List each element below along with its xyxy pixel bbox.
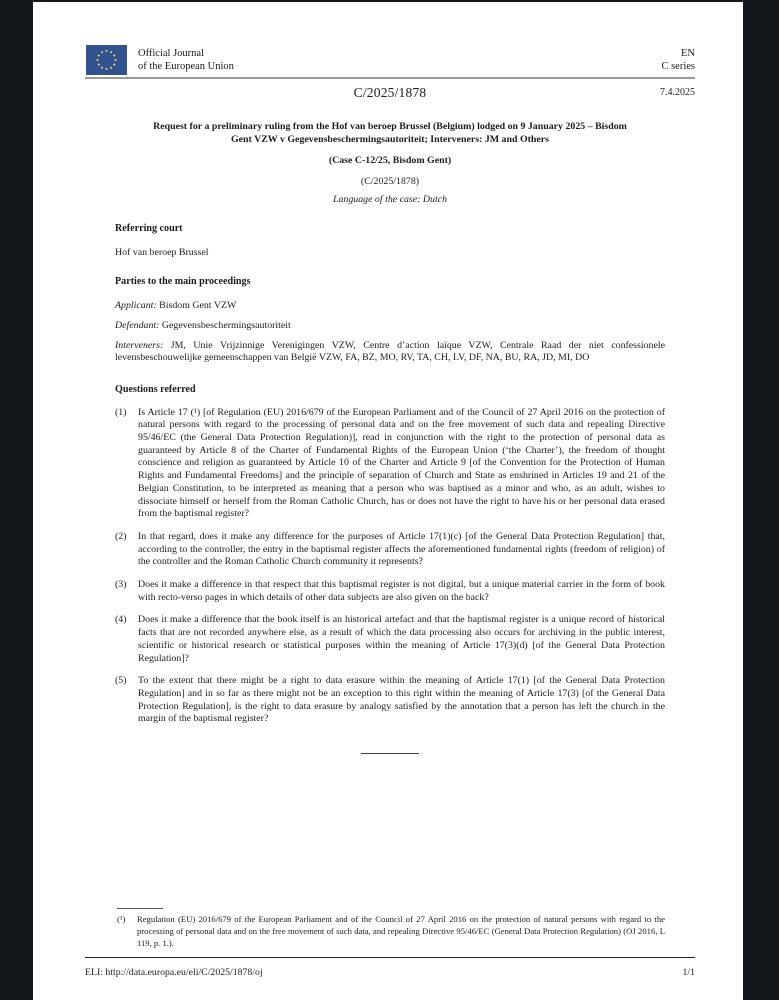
question-text: To the extent that there might be a right to data erasure within the meaning of Article 17(1) [of the General Data Protection Regulation] and in so far as there might not be an exception to this right within the meaning of Article 17(3) [of the General Data Protection Regulation], is the right to data erasure by analogy satisfied by the annotation that a person has left the church in the margin of the baptismal register? — [138, 675, 665, 725]
footnote-text: Regulation (EU) 2016/679 of the European Parliament and of the Council of 27 April 2016 on the protection of natural persons with regard to the processing of personal data and on the free movement of such data, and repealing Directive 95/46/EC (General Data Protection Regulation) (OJ 2016, L 119, p. 1.). — [137, 914, 665, 948]
masthead — [85, 45, 695, 75]
question-number: (5) — [115, 675, 127, 687]
header-divider — [85, 77, 695, 79]
question-item-3 — [115, 579, 665, 604]
edition-info — [661, 45, 695, 73]
question-number: (2) — [115, 530, 127, 542]
celex-reference: (C/2025/1878) — [360, 176, 420, 187]
footer-row — [85, 967, 695, 978]
page-number: 1/1 — [682, 967, 695, 978]
question-item-2 — [115, 531, 665, 569]
footnotes-section — [117, 908, 665, 949]
applicant-label: Applicant: — [115, 300, 157, 312]
question-number: (1) — [115, 406, 127, 418]
document-number: C/2025/1878 — [353, 85, 427, 100]
document-page — [33, 2, 743, 1000]
questions-heading: Questions referred — [115, 383, 196, 395]
defendant-line — [115, 320, 665, 333]
question-text: Does it make a difference in that respect that this baptismal register is not digital, but a unique material carrier in the form of book with recto-verso pages in which details of other data subjects are also given on the back? — [138, 579, 665, 603]
series-label: C series — [661, 60, 695, 72]
footnote-1 — [117, 914, 665, 949]
end-of-text-divider — [361, 753, 419, 754]
question-item-5 — [115, 675, 665, 726]
question-number: (4) — [115, 614, 127, 626]
referring-court-heading: Referring court — [115, 223, 183, 234]
language-code: EN — [681, 48, 695, 59]
footer-divider — [85, 957, 695, 958]
document-body — [115, 223, 665, 754]
journal-name-line2: of the European Union — [138, 60, 234, 72]
document-number-row — [85, 85, 695, 105]
eli-link[interactable]: ELI: http://data.europa.eu/eli/C/2025/1878/oj — [85, 967, 263, 978]
question-text: Does it make a difference that the book itself is an historical artefact and that the baptismal register is a unique record of historical facts that are not recorded anywhere else, as a result of which the data processing also occurs for archiving in the public interest, scientific or historical research or statistical purposes within the meaning of Article 17(3)(d) [of the General Data Protection Regulation]? — [138, 614, 665, 664]
question-text: In that regard, does it make any difference for the purposes of Article 17(1)(c) [of the General Data Protection Regulation] that, according to the controller, the entry in the baptismal register affects the aforementioned fundamental rights (freedom of religion) of the controller and the Roman Catholic Church community it represents? — [138, 530, 665, 568]
referring-court-name: Hof van beroep Brussel — [115, 246, 209, 258]
journal-name — [138, 45, 234, 73]
footnote-divider — [117, 908, 163, 909]
question-number: (3) — [115, 579, 127, 591]
applicant-name: Bisdom Gent VZW — [159, 300, 237, 312]
question-item-1 — [115, 407, 665, 521]
applicant-line — [115, 300, 665, 313]
parties-heading: Parties to the main proceedings — [115, 276, 251, 288]
question-item-4 — [115, 614, 665, 665]
interveners-names: JM, Unie Vrijzinnige Verenigingen VZW, Centre d’action laïque VZW, Centrale Raad der niet confessionele levensbeschouwelijke gemeenschappen van België VZW, FA, BZ, MO, RV, TA, CH, LV, DF, NA, BU, RA, JD, MI, DO — [115, 339, 665, 364]
publication-date: 7.4.2025 — [660, 87, 695, 98]
interveners-label: Interveners: — [115, 339, 164, 351]
question-text: Is Article 17 (¹) [of Regulation (EU) 2016/679 of the European Parliament and of the Council of 27 April 2016 on the protection of natural persons with regard to the processing of personal data and on the free movement of such data and repealing Directive 95/46/EC (the General Data Protection Regulation)], read in conjunction with the right to the protection of personal data as guaranteed by Article 8 of the Charter of Fundamental Rights of the European Union (‘the Charter’), the freedom of thought conscience and religion as guaranteed by Article 10 of the Charter and Article 9 [of the Convention for the Protection of Human Rights and Fundamental Freedoms] and the principle of separation of Church and State as enshrined in Articles 19 and 21 of the Belgian Constitution, to be interpreted as meaning that a person who was baptised as a minor and who, as an adult, wishes to dissociate himself or herself from the Roman Catholic Church, has or does not have the right to have his or her personal data erased from the baptismal register? — [138, 406, 665, 520]
case-reference: (Case C-12/25, Bisdom Gent) — [328, 155, 452, 166]
journal-name-line1: Official Journal — [138, 48, 204, 59]
interveners-line — [115, 340, 665, 365]
language-of-case: Language of the case: Dutch — [332, 194, 448, 205]
document-title: Request for a preliminary ruling from the Hof van beroep Brussel (Belgium) lodged on 9 January 2025 – Bisdom Gent VZW v Gegevensbeschermingsautoriteit; Interveners: JM and Others — [153, 121, 627, 145]
defendant-name: Gegevensbeschermingsautoriteit — [161, 319, 291, 331]
page-footer — [85, 957, 695, 978]
defendant-label: Defendant: — [115, 319, 160, 331]
eu-flag-icon — [86, 45, 127, 75]
footnote-marker: (¹) — [117, 914, 126, 924]
